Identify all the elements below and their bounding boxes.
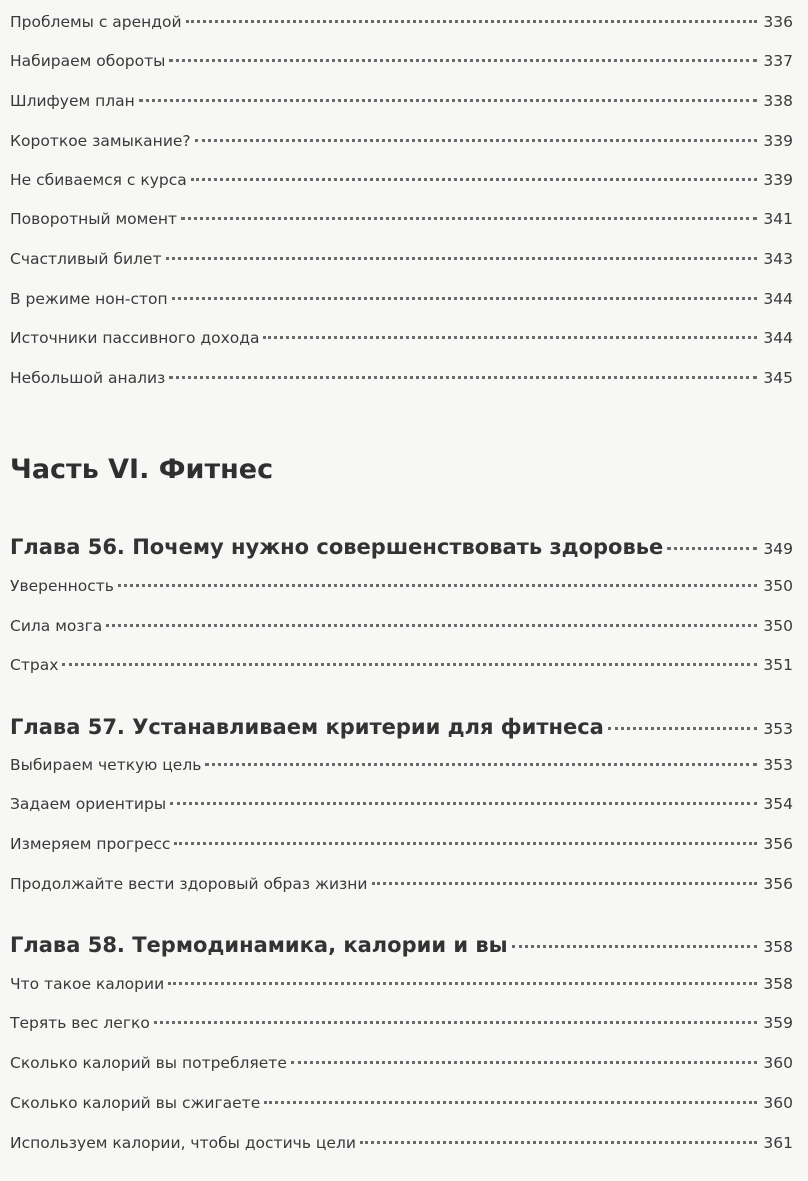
chapter-label: Глава 58. (10, 933, 125, 957)
toc-entry (10, 614, 793, 638)
toc-entry (10, 872, 793, 896)
leader-dots (169, 59, 757, 62)
toc-entry-title: Счастливый билет (10, 250, 162, 268)
toc-entry (10, 1011, 793, 1035)
leader-dots (191, 178, 758, 181)
toc-entry-page: 344 (763, 290, 793, 308)
chapter-name: Устанавливаем критерии для фитнеса (132, 715, 604, 739)
leader-dots (291, 1061, 758, 1064)
leader-dots (512, 945, 758, 948)
toc-entry-page: 344 (763, 329, 793, 347)
toc-entry (10, 792, 793, 816)
leader-dots (205, 763, 757, 766)
toc-entry-title: Проблемы с арендой (10, 13, 182, 31)
toc-entry-page: 359 (763, 1014, 793, 1032)
toc-entry-page: 337 (763, 52, 793, 70)
toc-entry-title: Сколько калорий вы сжигаете (10, 1094, 261, 1112)
leader-dots (169, 376, 757, 379)
toc-entry-title: Терять вес легко (10, 1014, 150, 1032)
chapter-heading (10, 532, 793, 562)
toc-entry-page: 339 (763, 171, 793, 189)
toc-entry (10, 753, 793, 777)
leader-dots (172, 297, 758, 300)
toc-entry (10, 574, 793, 598)
leader-dots (195, 139, 758, 142)
toc-entry-page: 350 (763, 617, 793, 635)
toc-entry-page: 343 (763, 250, 793, 268)
toc-entry-title: Поворотный момент (10, 210, 178, 228)
leader-dots (263, 336, 757, 339)
chapter-page: 349 (763, 540, 793, 558)
toc-entry-page: 360 (763, 1054, 793, 1072)
toc-entry-page: 354 (763, 795, 793, 813)
toc-entry-page: 358 (763, 975, 793, 993)
leader-dots (264, 1101, 757, 1104)
chapter-title (10, 712, 604, 742)
toc-entry-title: Продолжайте вести здоровый образ жизни (10, 875, 368, 893)
toc-entry-title: Выбираем четкую цель (10, 756, 202, 774)
leader-dots (168, 982, 757, 985)
toc-entry (10, 207, 793, 231)
leader-dots (170, 802, 757, 805)
chapter-label: Глава 56. (10, 535, 125, 559)
toc-entry-title: Используем калории, чтобы достичь цели (10, 1134, 356, 1152)
leader-dots (166, 257, 758, 260)
chapter-title (10, 532, 663, 562)
leader-dots (181, 217, 757, 220)
toc-entry-title: Уверенность (10, 577, 114, 595)
toc-entry-title: Шлифуем план (10, 92, 135, 110)
leader-dots (118, 584, 757, 587)
toc-entry-title: Набираем обороты (10, 52, 166, 70)
toc-entry-title: Измеряем прогресс (10, 835, 171, 853)
toc-entry-title: Не сбиваемся с курса (10, 171, 187, 189)
toc-entry-page: 341 (763, 210, 793, 228)
leader-dots (608, 727, 758, 730)
toc-entry (10, 1091, 793, 1115)
leader-dots (62, 663, 757, 666)
toc-entry (10, 326, 793, 350)
toc-entry-page: 350 (763, 577, 793, 595)
toc-entry-title: Страх (10, 656, 59, 674)
leader-dots (372, 882, 758, 885)
toc-entry-page: 353 (763, 756, 793, 774)
chapter-title (10, 930, 508, 960)
toc-entry (10, 972, 793, 996)
toc-entry-page: 356 (763, 835, 793, 853)
leader-dots (139, 99, 758, 102)
leader-dots (174, 842, 757, 845)
toc-entry (10, 653, 793, 677)
toc-entry (10, 49, 793, 73)
toc-entry-title: Источники пассивного дохода (10, 329, 260, 347)
toc-entry-page: 351 (763, 656, 793, 674)
chapter-name: Почему нужно совершенствовать здоровье (132, 535, 664, 559)
toc-entry-page: 356 (763, 875, 793, 893)
toc-entry-title: Что такое калории (10, 975, 165, 993)
leader-dots (667, 547, 757, 550)
chapter-page: 353 (763, 720, 793, 738)
toc-entry (10, 129, 793, 153)
toc-entry (10, 287, 793, 311)
chapter-page: 358 (763, 938, 793, 956)
chapter-name: Термодинамика, калории и вы (132, 933, 508, 957)
toc-entry (10, 168, 793, 192)
toc-entry-title: Задаем ориентиры (10, 795, 167, 813)
leader-dots (186, 20, 758, 23)
chapter-label: Глава 57. (10, 715, 125, 739)
part-title: Часть VI. Фитнес (10, 454, 274, 485)
toc-entry (10, 366, 793, 390)
toc-entry-page: 360 (763, 1094, 793, 1112)
chapter-heading (10, 930, 793, 960)
toc-entry (10, 89, 793, 113)
toc-entry-page: 338 (763, 92, 793, 110)
toc-entry (10, 10, 793, 34)
leader-dots (154, 1021, 758, 1024)
toc-entry-title: Короткое замыкание? (10, 132, 191, 150)
toc-entry (10, 1051, 793, 1075)
leader-dots (360, 1141, 757, 1144)
toc-entry-title: Сила мозга (10, 617, 103, 635)
toc-entry (10, 1131, 793, 1155)
toc-entry-page: 361 (763, 1134, 793, 1152)
toc-entry-title: В режиме нон-стоп (10, 290, 168, 308)
toc-entry-page: 345 (763, 369, 793, 387)
toc-entry (10, 247, 793, 271)
toc-entry (10, 832, 793, 856)
leader-dots (106, 624, 757, 627)
toc-entry-page: 336 (763, 13, 793, 31)
toc-entry-page: 339 (763, 132, 793, 150)
toc-entry-title: Сколько калорий вы потребляете (10, 1054, 287, 1072)
toc-entry-title: Небольшой анализ (10, 369, 166, 387)
chapter-heading (10, 712, 793, 742)
